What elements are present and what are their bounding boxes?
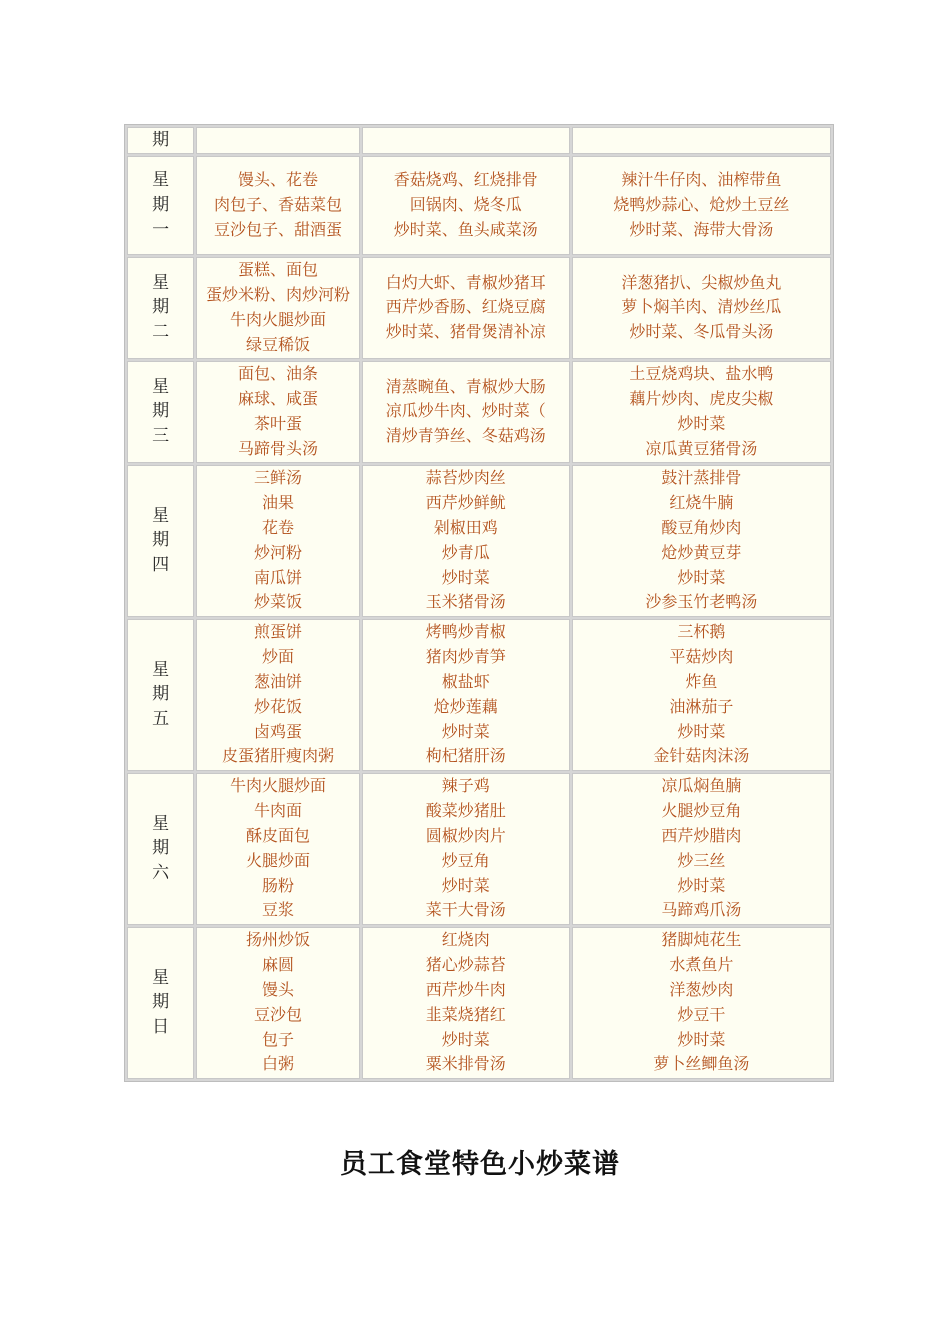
day-label-cell: [127, 773, 194, 925]
dish-line: 豆沙包子、甜酒蛋: [213, 219, 342, 239]
dish-line: 南瓜饼: [253, 567, 302, 587]
menu-table: [124, 124, 834, 1082]
dish-line: 西芹炒香肠、红烧豆腐: [385, 297, 546, 317]
day-label-cell: [127, 361, 194, 463]
dish-line: 炒时菜、猪骨煲清补凉: [385, 322, 546, 342]
dish-line: 包子: [261, 1029, 294, 1049]
menu-cell-dinner: [572, 156, 831, 255]
day-label-char: 期: [152, 297, 170, 318]
day-label-char: 期: [152, 530, 170, 551]
menu-row: [127, 619, 831, 771]
menu-row: [127, 773, 831, 925]
dish-line: 炒豆干: [677, 1004, 726, 1024]
dish-line: 炒时菜: [677, 413, 726, 433]
dish-line: 洋葱炒肉: [669, 980, 734, 999]
dish-line: 猪脚炖花生: [661, 930, 742, 950]
header-cell-3: [572, 127, 831, 154]
dish-line: 牛肉面: [253, 801, 302, 821]
menu-table-body: [127, 127, 831, 1079]
day-label-char: 期: [152, 992, 170, 1013]
dish-line: 火腿炒面: [245, 850, 310, 870]
day-label-char: 星: [152, 659, 170, 680]
menu-row: [127, 927, 831, 1079]
dish-line: 炒时菜: [441, 1029, 490, 1049]
dish-line: 三杯鹅: [677, 622, 726, 642]
dish-line: 炒三丝: [677, 850, 726, 870]
dish-line: 麻球、咸蛋: [237, 389, 318, 408]
menu-cell-breakfast: [196, 465, 359, 617]
menu-cell-dinner: [572, 257, 831, 359]
day-label-char: 一: [152, 219, 170, 240]
menu-cell-breakfast: [196, 927, 359, 1079]
dish-line: 炒豆角: [441, 850, 490, 870]
day-label-cell: [127, 465, 194, 617]
dish-line: 剁椒田鸡: [433, 518, 498, 537]
menu-cell-lunch: [362, 361, 570, 463]
dish-line: 酥皮面包: [245, 826, 310, 845]
dish-line: 藕片炒肉、虎皮尖椒: [629, 389, 774, 408]
dish-line: 绿豆稀饭: [245, 334, 310, 354]
dish-line: 炒时菜: [441, 875, 490, 895]
dish-line: 白粥: [261, 1054, 294, 1074]
dish-line: 香菇烧鸡、红烧排骨: [393, 170, 538, 190]
dish-line: 凉瓜黄豆猪骨汤: [645, 438, 758, 458]
day-header-cell: 期: [127, 127, 194, 154]
dish-line: 粟米排骨汤: [425, 1054, 506, 1074]
day-label-cell: [127, 619, 194, 771]
day-label-cell: [127, 257, 194, 359]
day-label-char: 期: [152, 194, 170, 215]
dish-line: 炒时菜: [441, 567, 490, 587]
dish-line: 枸杞猪肝汤: [425, 746, 506, 766]
day-label-char: 期: [152, 684, 170, 705]
dish-line: 豆沙包: [253, 1004, 302, 1024]
day-label-cell: [127, 927, 194, 1079]
day-label-char: 星: [152, 170, 170, 191]
dish-line: 酸菜炒猪肚: [425, 801, 506, 821]
dish-line: 洋葱猪扒、尖椒炒鱼丸: [621, 272, 782, 292]
dish-line: 炒时菜: [441, 721, 490, 741]
day-label-char: 期: [152, 838, 170, 859]
dish-line: 西芹炒腊肉: [661, 826, 742, 845]
dish-line: 鼓汁蒸排骨: [661, 468, 742, 488]
dish-line: 白灼大虾、青椒炒猪耳: [385, 272, 546, 292]
menu-cell-breakfast: [196, 619, 359, 771]
dish-line: 平菇炒肉: [669, 647, 734, 667]
menu-cell-lunch: [362, 927, 570, 1079]
dish-line: 红烧肉: [441, 930, 490, 950]
dish-line: 炒时菜、鱼头咸菜汤: [393, 219, 538, 239]
day-label-char: 星: [152, 967, 170, 988]
day-label-char: 六: [152, 863, 170, 884]
dish-line: 椒盐虾: [441, 672, 490, 691]
dish-line: 炒青瓜: [441, 542, 490, 562]
day-label-char: 日: [152, 1017, 170, 1038]
dish-line: 沙参玉竹老鸭汤: [645, 592, 758, 612]
day-label-char: 星: [152, 376, 170, 397]
dish-line: 萝卜焖羊肉、清炒丝瓜: [621, 297, 782, 317]
dish-line: 蒜苔炒肉丝: [425, 468, 506, 488]
dish-line: 炒时菜: [677, 1029, 726, 1049]
dish-line: 馒头: [261, 980, 294, 999]
header-cell-1: [196, 127, 359, 154]
menu-cell-breakfast: [196, 361, 359, 463]
dish-line: 肉包子、香菇菜包: [213, 194, 342, 214]
dish-line: 烧鸭炒蒜心、炝炒土豆丝: [613, 194, 790, 214]
dish-line: 猪心炒蒜苔: [425, 955, 506, 975]
dish-line: 圆椒炒肉片: [425, 826, 506, 845]
dish-line: 辣汁牛仔肉、油榨带鱼: [621, 170, 782, 190]
dish-line: 菜干大骨汤: [425, 900, 506, 920]
dish-line: 炸鱼: [685, 672, 718, 691]
dish-line: 馒头、花卷: [237, 170, 318, 190]
dish-line: 炒时菜、海带大骨汤: [629, 219, 774, 239]
dish-line: 炝炒莲藕: [433, 696, 498, 716]
menu-cell-lunch: [362, 619, 570, 771]
dish-line: 煎蛋饼: [253, 622, 302, 642]
menu-cell-dinner: [572, 927, 831, 1079]
dish-line: 炒河粉: [253, 542, 302, 562]
dish-line: 蛋糕、面包: [237, 260, 318, 280]
dish-line: 玉米猪骨汤: [425, 592, 506, 612]
dish-line: 扬州炒饭: [245, 930, 310, 950]
menu-cell-lunch: [362, 773, 570, 925]
dish-line: 炒菜饭: [253, 592, 302, 612]
menu-cell-lunch: [362, 156, 570, 255]
dish-line: 花卷: [261, 518, 294, 537]
dish-line: 豆浆: [261, 900, 294, 920]
dish-line: 金针菇肉沫汤: [653, 746, 750, 766]
menu-cell-dinner: [572, 619, 831, 771]
dish-line: 猪肉炒青笋: [425, 647, 506, 667]
menu-row: [127, 257, 831, 359]
day-label-char: 三: [152, 426, 170, 447]
dish-line: 回锅肉、烧冬瓜: [409, 194, 522, 214]
dish-line: 炒面: [261, 647, 294, 667]
menu-row: [127, 465, 831, 617]
menu-cell-lunch: [362, 257, 570, 359]
dish-line: 炒时菜: [677, 721, 726, 741]
day-label-char: 二: [152, 322, 170, 343]
dish-line: 炒时菜: [677, 567, 726, 587]
dish-line: 清蒸畹鱼、青椒炒大肠: [385, 376, 546, 396]
menu-row: [127, 156, 831, 255]
menu-cell-dinner: [572, 773, 831, 925]
dish-line: 炒花饭: [253, 696, 302, 716]
dish-line: 红烧牛腩: [669, 493, 734, 513]
dish-line: 三鲜汤: [253, 468, 302, 488]
dish-line: 炒时菜: [677, 875, 726, 895]
dish-line: 马蹄骨头汤: [237, 438, 318, 458]
dish-line: 油果: [261, 493, 294, 513]
dish-line: 卤鸡蛋: [253, 721, 302, 741]
menu-cell-breakfast: [196, 773, 359, 925]
dish-line: 清炒青笋丝、冬菇鸡汤: [385, 426, 546, 446]
dish-line: 炝炒黄豆芽: [661, 542, 742, 562]
dish-line: 酸豆角炒肉: [661, 518, 742, 537]
menu-cell-breakfast: [196, 156, 359, 255]
day-label-char: 四: [152, 555, 170, 576]
day-label-char: 期: [152, 401, 170, 422]
day-label-char: 星: [152, 272, 170, 293]
dish-line: 西芹炒牛肉: [425, 980, 506, 999]
dish-line: 葱油饼: [253, 672, 302, 691]
dish-line: 马蹄鸡爪汤: [661, 900, 742, 920]
dish-line: 蛋炒米粉、肉炒河粉: [205, 285, 350, 304]
dish-line: 肠粉: [261, 875, 294, 895]
page-title: 员工食堂特色小炒菜谱: [340, 1149, 620, 1180]
dish-line: 牛肉火腿炒面: [229, 776, 326, 796]
menu-cell-lunch: [362, 465, 570, 617]
day-label-char: 星: [152, 505, 170, 526]
dish-line: 西芹炒鲜鱿: [425, 493, 506, 513]
dish-line: 火腿炒豆角: [661, 801, 742, 821]
dish-line: 土豆烧鸡块、盐水鸭: [629, 364, 774, 384]
menu-cell-dinner: [572, 361, 831, 463]
dish-line: 油淋茄子: [669, 696, 734, 716]
menu-cell-breakfast: [196, 257, 359, 359]
dish-line: 烤鸭炒青椒: [425, 622, 506, 642]
dish-line: 水煮鱼片: [669, 955, 734, 975]
menu-row: [127, 361, 831, 463]
header-row: [127, 127, 831, 154]
dish-line: 麻圆: [261, 955, 294, 975]
dish-line: 面包、油条: [237, 364, 318, 384]
day-label-char: 五: [152, 709, 170, 730]
dish-line: 茶叶蛋: [253, 413, 302, 433]
dish-line: 皮蛋猪肝瘦肉粥: [221, 746, 334, 766]
dish-line: 辣子鸡: [441, 776, 490, 796]
dish-line: 凉瓜焖鱼腩: [661, 776, 742, 796]
dish-line: 牛肉火腿炒面: [229, 309, 326, 329]
header-cell-2: [362, 127, 570, 154]
day-label-cell: [127, 156, 194, 255]
menu-cell-dinner: [572, 465, 831, 617]
dish-line: 凉瓜炒牛肉、炒时菜（: [385, 401, 546, 421]
day-label-char: 星: [152, 813, 170, 834]
dish-line: 韭菜烧猪红: [425, 1004, 506, 1024]
dish-line: 炒时菜、冬瓜骨头汤: [629, 322, 774, 342]
dish-line: 萝卜丝鲫鱼汤: [653, 1054, 750, 1074]
